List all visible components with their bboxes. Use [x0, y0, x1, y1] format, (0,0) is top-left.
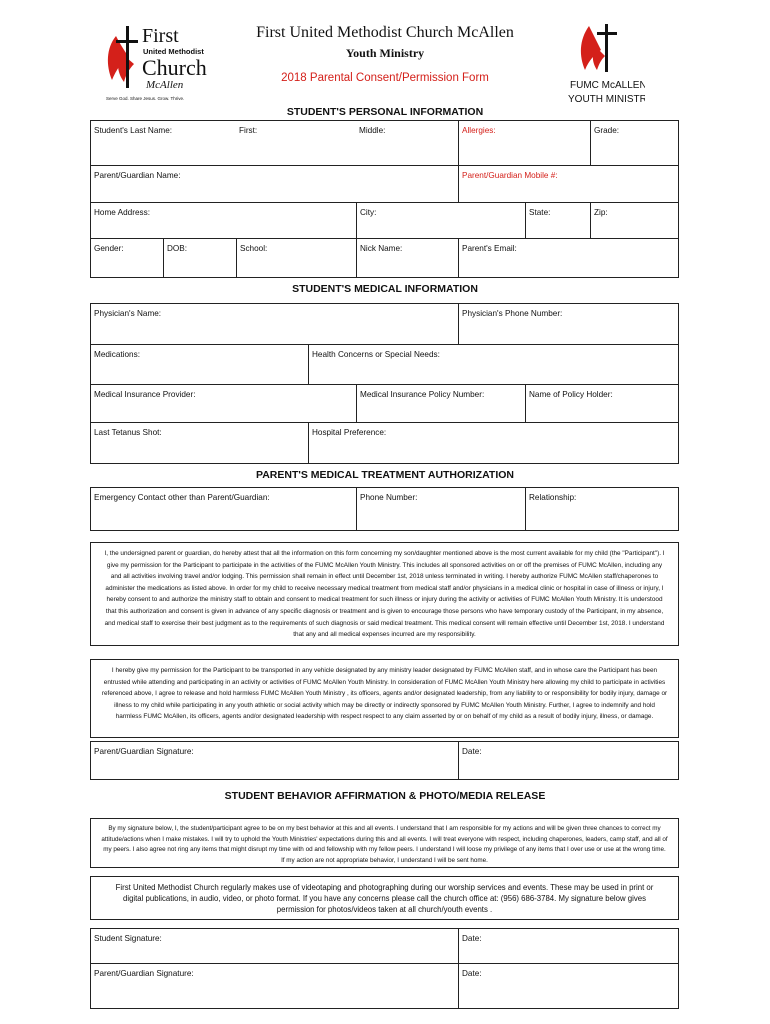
- last-name-field[interactable]: Student's Last Name:: [94, 126, 173, 135]
- dob-field[interactable]: DOB:: [163, 239, 236, 277]
- student-signature-date-field[interactable]: Date:: [458, 929, 678, 963]
- behavior-affirmation-text: By my signature below, I, the student/participant agree to be on my best behavior at this and all events. I understand that I am responsible for my actions and will be given three chances to correct my attitude/actions when I make mistakes. I will try to uphold the Youth Ministries' expectations during this and all events. I will treat everyone with respect, including chaperones, leaders, camp staff, and all of my peers. I also agree not ring any items that might disrupt my time with od and fellowship with my fellow peers. I understand I will loose my privilege of any items that I over use or use at the wrong time. If my action are not appropriate behavior, I understand I will be sent home.: [90, 818, 679, 868]
- personal-info-grid: [90, 120, 679, 278]
- medical-consent-text: I, the undersigned parent or guardian, do hereby attest that all the information on this form concerning my son/daughter mentioned above is the most current available for my child (the "Participant"). I give my permission for the Participant to participate in the activities of the FUMC McAllen Youth Ministry. This includes all sponsored activities on or off the premises of FUMC McAllen, including any and all activities involving travel and/or lodging. This permission shall remain in effect until December 1st, 2018 unless terminated in writing. I hereby authorize FUMC McAllen staff/chaperones to administer the medications as listed above. In order for my child to receive necessary medical treatment from medical staff and/or physicians in a medical clinic or hospital in case of illness or injury, I hereby consent to and authorize the ministry staff to obtain and consent to medical treatment for such illness or injury during the activity or activities of FUMC McAllen Youth Ministry. It is understood that this authorization and consent is given in advance of any specific diagnosis or treatment and is given to encourage those persons who have temporary custody of the Participant, in my absence, and medical staff to exercise their best judgment as to the requirements of such diagnosis or said medical treatment. This medical consent will remain effective until December 1st, 2018. I understand that any and all medical expenses incurred are my responsibility.: [90, 542, 679, 646]
- section-medical-title: STUDENT'S MEDICAL INFORMATION: [292, 283, 478, 295]
- guardian-mobile-field[interactable]: Parent/Guardian Mobile #:: [458, 166, 678, 202]
- medical-info-grid: [90, 303, 679, 464]
- section-authorization-title: PARENT'S MEDICAL TREATMENT AUTHORIZATION: [256, 469, 514, 481]
- section-personal-title: STUDENT'S PERSONAL INFORMATION: [286, 106, 484, 118]
- physician-name-field[interactable]: Physician's Name:: [94, 309, 162, 318]
- emergency-phone-field[interactable]: Phone Number:: [356, 488, 525, 530]
- guardian-signature-2-date-field[interactable]: Date:: [458, 964, 678, 1008]
- student-signature-field[interactable]: Student Signature:: [94, 934, 162, 943]
- guardian-signature-date-field[interactable]: Date:: [458, 742, 678, 779]
- guardian-signature-field[interactable]: Parent/Guardian Signature:: [94, 747, 194, 756]
- guardian-signature-2-field[interactable]: Parent/Guardian Signature:: [94, 969, 194, 978]
- section-behavior-title: STUDENT BEHAVIOR AFFIRMATION & PHOTO/MEDIA RELEASE: [224, 790, 546, 802]
- parent-email-field[interactable]: Parent's Email:: [458, 239, 678, 277]
- emergency-contact-field[interactable]: Emergency Contact other than Parent/Guardian:: [94, 493, 270, 502]
- logo-fumc-text: FUMC McALLEN: [570, 80, 645, 91]
- state-field[interactable]: State:: [525, 203, 590, 238]
- guardian-signature-grid: [90, 741, 679, 780]
- school-field[interactable]: School:: [236, 239, 356, 277]
- form-title: 2018 Parental Consent/Permission Form: [281, 72, 489, 84]
- logo-first-text: First: [142, 25, 179, 47]
- first-name-field[interactable]: First:: [239, 126, 258, 135]
- medications-field[interactable]: Medications:: [94, 350, 140, 359]
- grade-field[interactable]: Grade:: [590, 121, 678, 165]
- photo-media-release-text: First United Methodist Church regularly makes use of videotaping and photographing during our worship services and events. These may be used in print or digital publications, in audio, video, or photo format. If you have any concerns please call the church office at: (956) 686-3784. My signature below gives permission for photos/videos taken at all church/youth events .: [90, 876, 679, 920]
- home-address-field[interactable]: Home Address:: [94, 208, 150, 217]
- guardian-name-field[interactable]: Parent/Guardian Name:: [94, 171, 181, 180]
- policy-number-field[interactable]: Medical Insurance Policy Number:: [356, 385, 525, 422]
- logo-youth-text: YOUTH MINISTRY: [568, 94, 645, 105]
- transport-release-text: I hereby give my permission for the Participant to be transported in any vehicle designated by any ministry leader designated by FUMC McAllen staff, and in whose care the Participant has been entrusted while attending and participating in an activity or activities of FUMC McAllen Youth Ministry. In consideration of FUMC McAllen Youth Ministry here allowing my child to participate in activities referenced above, I agree to release and hold harmless FUMC McAllen Youth Ministry , its officers, agents and/or designated leadership, from any liability to or responsibility for bodily injury, damage or illness to my child while participating in any youth athletic or social activity which may be directly or indirectly sponsored by FUMC McAllen Youth Ministry. Further, I agree to indemnify and hold harmless FUMC McAllen, its officers, agents and/or designated leadership with respect respect to any claim asserted by or on behalf of my child as a result of bodily injury, illness, or damage.: [90, 659, 679, 738]
- ministry-subtitle: Youth Ministry: [345, 46, 425, 60]
- hospital-field[interactable]: Hospital Preference:: [308, 423, 678, 463]
- gender-field[interactable]: Gender:: [94, 244, 124, 253]
- logo-mcallen-text: McAllen: [146, 79, 184, 91]
- nick-name-field[interactable]: Nick Name:: [356, 239, 458, 277]
- tetanus-field[interactable]: Last Tetanus Shot:: [94, 428, 162, 437]
- insurance-provider-field[interactable]: Medical Insurance Provider:: [94, 390, 196, 399]
- logo-tagline-text: Serve God. Share Jesus. Grow. Thrive.: [106, 96, 185, 101]
- logo-church-text: Church: [142, 55, 207, 80]
- policy-holder-field[interactable]: Name of Policy Holder:: [525, 385, 678, 422]
- zip-field[interactable]: Zip:: [590, 203, 678, 238]
- health-concerns-field[interactable]: Health Concerns or Special Needs:: [308, 345, 678, 384]
- logo-um-text: United Methodist: [143, 47, 204, 56]
- student-signature-grid: [90, 928, 679, 1009]
- allergies-field[interactable]: Allergies:: [458, 121, 590, 165]
- emergency-contact-grid: [90, 487, 679, 531]
- city-field[interactable]: City:: [356, 203, 525, 238]
- physician-phone-field[interactable]: Physician's Phone Number:: [458, 304, 678, 344]
- church-title: First United Methodist Church McAllen: [256, 24, 514, 41]
- middle-name-field[interactable]: Middle:: [359, 126, 386, 135]
- relationship-field[interactable]: Relationship:: [525, 488, 678, 530]
